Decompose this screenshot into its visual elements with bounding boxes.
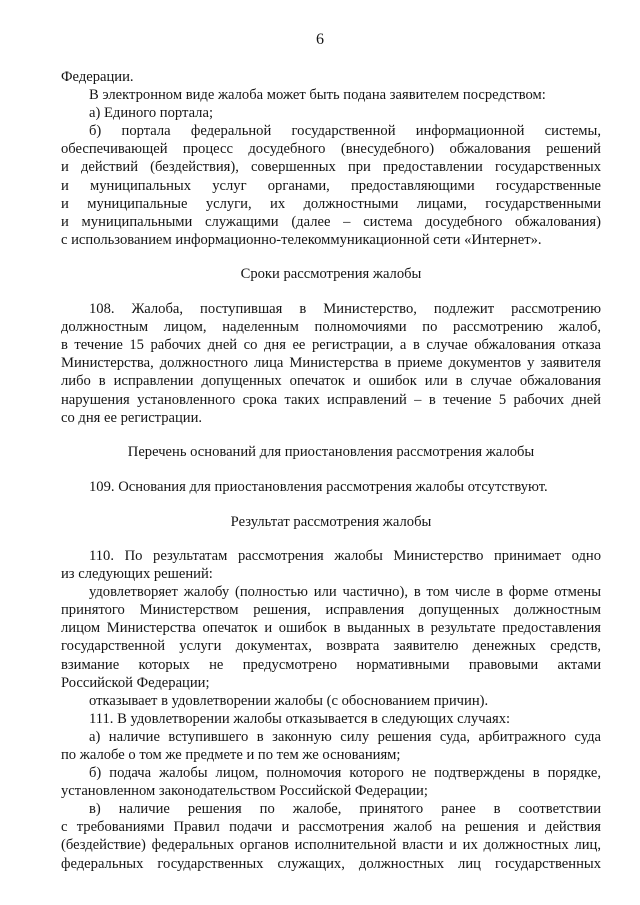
paragraph-refuses-complaint	[61, 692, 601, 710]
text-line: Министерства, должностного лица Министерства в приеме документов у заявителя	[61, 355, 601, 372]
text-line: лицом Министерства опечаток и ошибок в выданных в результате предоставления	[61, 620, 601, 637]
paragraph-108	[61, 300, 601, 427]
text-line: и действий (бездействия), совершенных при предоставлении государственных	[61, 159, 601, 176]
page-number: 6	[316, 31, 324, 48]
text-line: 110. По результатам рассмотрения жалобы Министерство принимает одно	[89, 547, 601, 564]
text-line: с требованиями Правил подачи и рассмотрения жалоб на решения и действия	[61, 819, 601, 836]
paragraph-item-b-federal-portal	[61, 122, 601, 249]
document-body	[61, 68, 601, 873]
paragraph-111	[61, 710, 601, 728]
paragraph-item-a-unified-portal	[61, 104, 601, 122]
paragraph-109	[61, 478, 601, 496]
text-line: принятого Министерством решения, исправления допущенных должностным	[61, 602, 601, 619]
text-line: и муниципальных услуг органами, предоставляющими государственные	[61, 177, 601, 194]
text-line: В электронном виде жалоба может быть подана заявителем посредством:	[89, 87, 546, 104]
section-heading-suspension-grounds: Перечень оснований для приостановления рассмотрения жалобы	[127, 443, 535, 460]
text-line: отказывает в удовлетворении жалобы (с обоснованием причин).	[89, 692, 489, 709]
text-line: государственной услуги документах, возврата заявителю денежных средств,	[61, 638, 601, 655]
text-line: 111. В удовлетворении жалобы отказывается в следующих случаях:	[89, 710, 511, 727]
paragraph-111-item-b	[61, 764, 601, 800]
text-line: нарушения установленного срока таких исправлений – в течение 5 рабочих дней	[61, 391, 601, 408]
text-line: удовлетворяет жалобу (полностью или частично), в том числе в форме отмены	[89, 584, 601, 601]
text-line: а) наличие вступившего в законную силу решения суда, арбитражного суда	[89, 728, 601, 745]
section-heading-review-result: Результат рассмотрения жалобы	[230, 513, 432, 530]
text-line: с использованием информационно-телекоммуникационной сети «Интернет».	[61, 231, 542, 248]
text-line: б) подача жалобы лицом, полномочия которого не подтверждены в порядке,	[89, 765, 601, 782]
text-line: Российской Федерации;	[61, 674, 210, 691]
text-line: в) наличие решения по жалобе, принятого ранее в соответствии	[89, 801, 601, 818]
text-line: по жалобе о том же предмете и по тем же основаниям;	[61, 747, 401, 763]
paragraph-satisfies-complaint	[61, 583, 601, 692]
text-line: либо в исправлении допущенных опечаток и ошибок или в случае обжалования	[61, 373, 601, 390]
text-line: со дня ее регистрации.	[61, 409, 203, 426]
text-line: (бездействие) федеральных органов исполнительной власти и их должностных лиц,	[61, 837, 601, 854]
text-line: 108. Жалоба, поступившая в Министерство, подлежит рассмотрению	[89, 301, 601, 318]
text-line: и муниципальными служащими (далее – система досудебного обжалования)	[61, 213, 601, 230]
text-line: б) портала федеральной государственной информационной системы,	[89, 123, 601, 140]
text-line: 109. Основания для приостановления рассмотрения жалобы отсутствуют.	[89, 478, 548, 495]
text-line: взимание которых не предусмотрено нормативными правовыми актами	[61, 656, 601, 673]
paragraph-electronic-submission	[61, 86, 601, 104]
text-line: должностным лицом, наделенным полномочиями по рассмотрению жалоб,	[61, 319, 601, 336]
text-line: и муниципальные услуги, их должностными лицами, государственными	[61, 195, 601, 212]
text-line: из следующих решений:	[61, 566, 213, 583]
text-line: обеспечивающей процесс досудебного (внесудебного) обжалования решений	[61, 141, 601, 158]
text-line: установленном законодательством Российской Федерации;	[61, 783, 428, 800]
text-line: Федерации.	[61, 69, 134, 85]
section-heading-review-terms: Сроки рассмотрения жалобы	[240, 265, 422, 282]
text-line: в течение 15 рабочих дней со дня ее регистрации, а в случае обжалования отказа	[61, 337, 601, 354]
paragraph-111-item-a	[61, 728, 601, 764]
paragraph-federation-ending	[61, 68, 601, 86]
paragraph-111-item-v	[61, 800, 601, 872]
paragraph-110	[61, 547, 601, 583]
text-line: федеральных государственных служащих, должностных лиц государственных	[61, 855, 601, 872]
text-line: а) Единого портала;	[89, 105, 213, 122]
